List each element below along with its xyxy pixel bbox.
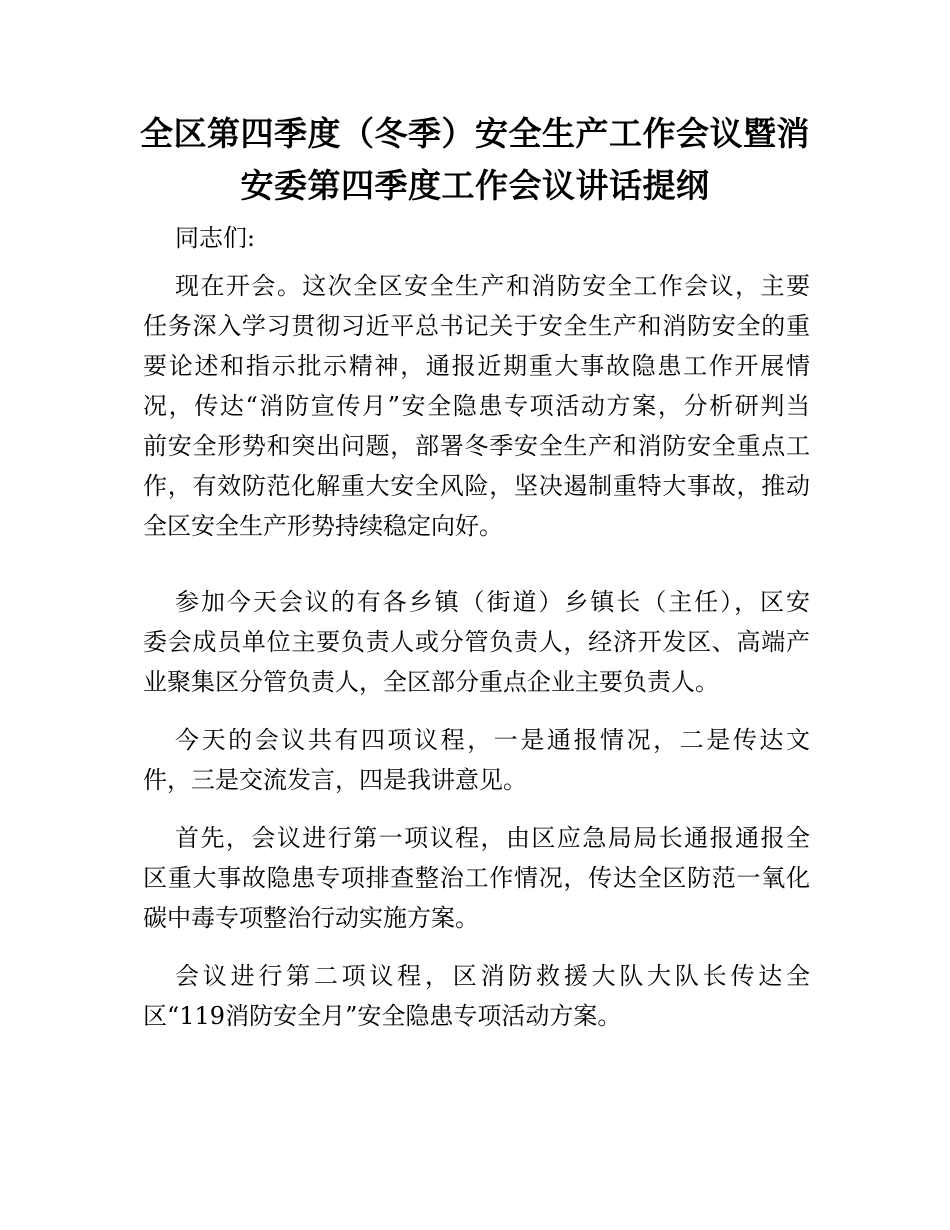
paragraph-line: 作，有效防范化解重大安全风险，坚决遏制重特大事故，推动: [143, 472, 810, 500]
paragraph-line: 区“119消防安全月”安全隐患专项活动方案。: [143, 1002, 622, 1030]
paragraph-line: 前安全形势和突出问题，部署冬季安全生产和消防安全重点工: [143, 432, 810, 460]
greeting: 同志们:: [175, 224, 256, 252]
paragraph-line: 区重大事故隐患专项排查整治工作情况，传达全区防范一氧化: [143, 864, 810, 892]
paragraph-line: 况，传达“消防宣传月”安全隐患专项活动方案，分析研判当: [143, 392, 810, 420]
paragraph-line: 要论述和指示批示精神，通报近期重大事故隐患工作开展情: [143, 352, 810, 380]
paragraph-line: 首先，会议进行第一项议程，由区应急局局长通报通报全: [175, 824, 810, 852]
paragraph-line: 参加今天会议的有各乡镇（街道）乡镇长（主任），区安: [175, 588, 810, 616]
paragraph-line: 全区安全生产形势持续稳定向好。: [143, 512, 503, 540]
document-title: [120, 108, 830, 212]
paragraph-line: 碳中毒专项整治行动实施方案。: [143, 904, 479, 932]
title-line-1: 全区第四季度（冬季）安全生产工作会议暨消: [140, 114, 810, 153]
paragraph-line: 会议进行第二项议程，区消防救援大队大队长传达全: [175, 962, 810, 990]
paragraph-line: 业聚集区分管负责人，全区部分重点企业主要负责人。: [143, 668, 719, 696]
title-line-2: 安委第四季度工作会议讲话提纲: [240, 166, 710, 205]
paragraph-line: 件，三是交流发言，四是我讲意见。: [143, 766, 527, 794]
paragraph-line: 今天的会议共有四项议程，一是通报情况，二是传达文: [175, 726, 810, 754]
paragraph-line: 委会成员单位主要负责人或分管负责人，经济开发区、高端产: [143, 628, 810, 656]
paragraph-line: 任务深入学习贯彻习近平总书记关于安全生产和消防安全的重: [143, 312, 810, 340]
paragraph-line: 现在开会。这次全区安全生产和消防安全工作会议，主要: [175, 272, 810, 300]
